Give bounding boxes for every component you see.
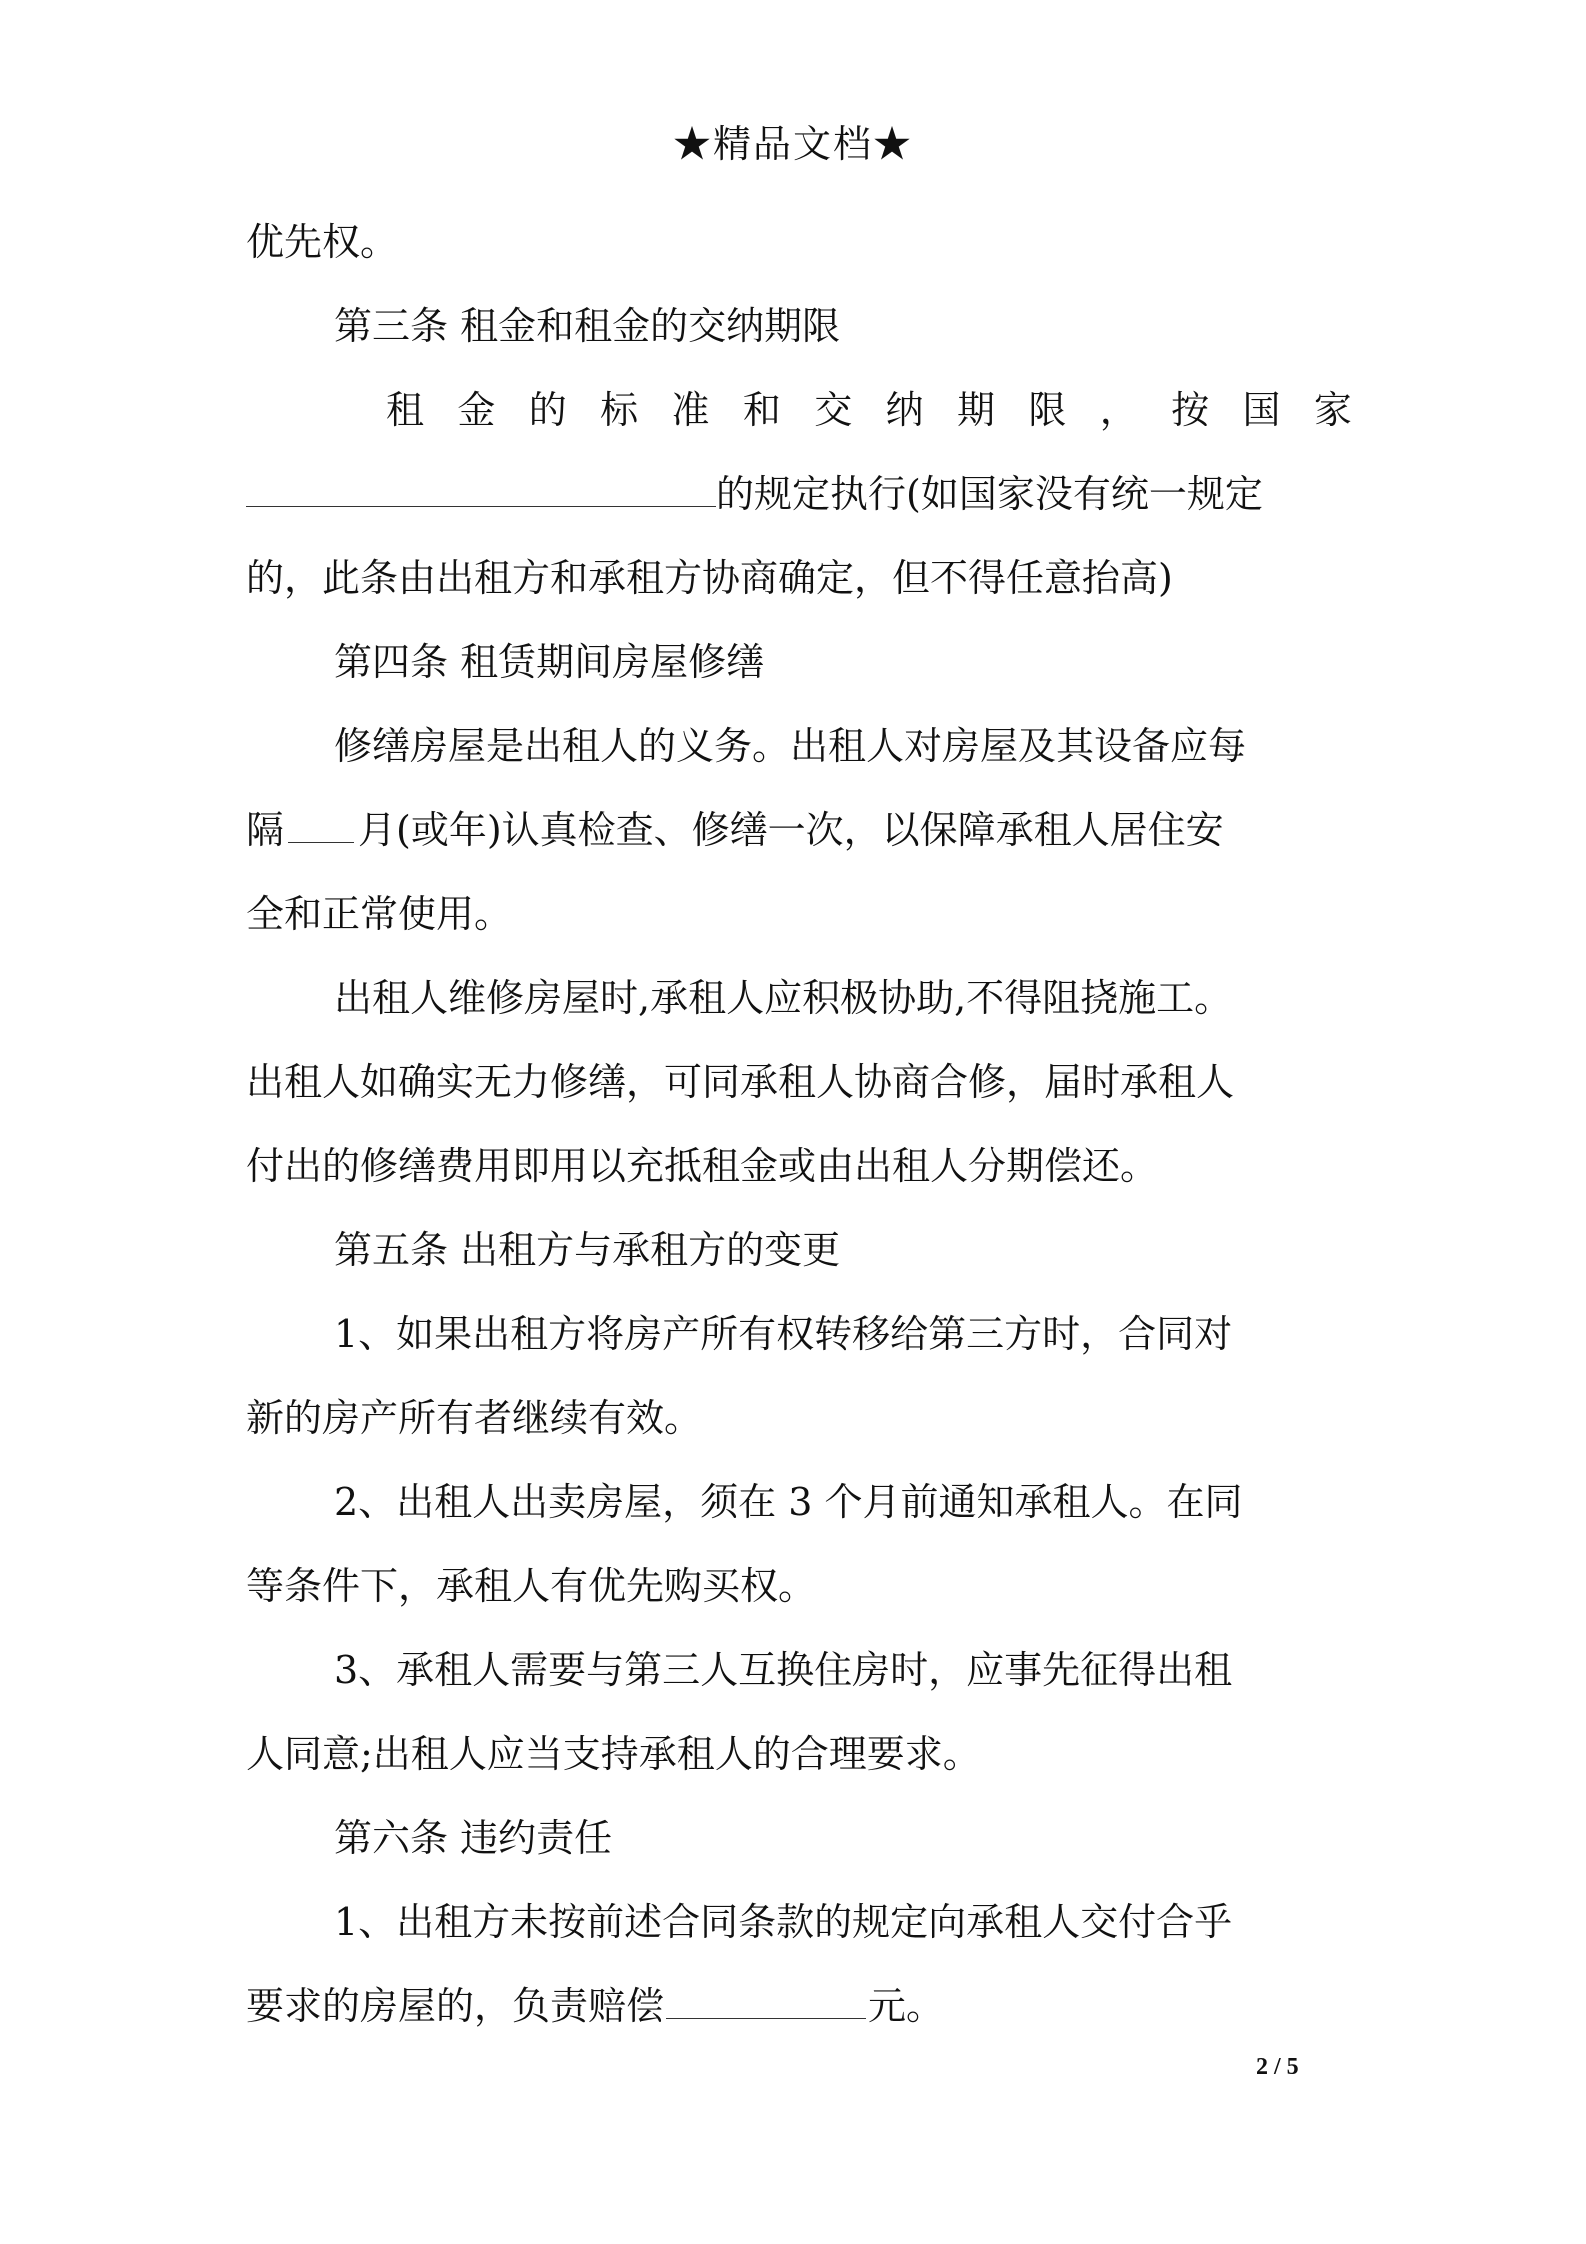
text-line: 1、如果出租方将房产所有权转移给第三方时，合同对 (334, 1312, 1233, 1356)
text-line-with-blank (246, 452, 1356, 536)
document-body (246, 200, 1356, 2048)
spread-char: 限 (1028, 388, 1067, 432)
clause-heading: 第五条 出租方与承租方的变更 (334, 1228, 841, 1272)
page-number: 2 / 5 (1256, 2054, 1299, 2080)
text-line-with-blank (246, 1964, 1356, 2048)
clause-heading: 第三条 租金和租金的交纳期限 (334, 304, 841, 348)
text-segment: 要求的房屋的，负责赔偿 (246, 1984, 665, 2028)
spread-char: 纳 (885, 388, 924, 432)
spread-char: 租 (386, 388, 425, 432)
text-line: 人同意;出租人应当支持承租人的合理要求。 (246, 1732, 981, 1776)
spread-char: ， (1099, 388, 1138, 432)
spread-text-line (246, 368, 1356, 452)
text-line: 付出的修缮费用即用以充抵租金或由出租人分期偿还。 (246, 1144, 1159, 1188)
text-line: 2、出租人出卖房屋，须在 3 个月前通知承租人。在同 (334, 1480, 1243, 1524)
clause-heading: 第四条 租赁期间房屋修缮 (334, 640, 765, 684)
document-header: ★精品文档★ (672, 122, 913, 166)
spread-char: 家 (1313, 388, 1352, 432)
spread-char: 准 (671, 388, 710, 432)
fill-in-blank[interactable] (288, 796, 354, 843)
spread-char: 按 (1171, 388, 1210, 432)
text-segment: 月(或年)认真检查、修缮一次，以保障承租人居住安 (358, 808, 1224, 852)
spread-char: 期 (957, 388, 996, 432)
text-line: 的，此条由出租方和承租方协商确定，但不得任意抬高) (246, 556, 1173, 600)
fill-in-blank[interactable] (666, 1972, 866, 2019)
spread-char: 的 (528, 388, 567, 432)
text-line: 3、承租人需要与第三人互换住房时，应事先征得出租 (334, 1648, 1233, 1692)
spread-char: 标 (600, 388, 639, 432)
text-line: 全和正常使用。 (246, 892, 513, 936)
text-segment: 元。 (868, 1984, 945, 2028)
text-line: 新的房产所有者继续有效。 (246, 1396, 703, 1440)
clause-heading: 第六条 违约责任 (334, 1816, 613, 1860)
spread-char: 金 (457, 388, 496, 432)
text-segment: 的规定执行(如国家没有统一规定 (716, 472, 1263, 516)
spread-char: 交 (814, 388, 853, 432)
text-line: 1、出租方未按前述合同条款的规定向承租人交付合乎 (334, 1900, 1233, 1944)
text-line: 优先权。 (246, 220, 399, 264)
spread-char: 国 (1242, 388, 1281, 432)
text-line: 等条件下，承租人有优先购买权。 (246, 1564, 817, 1608)
text-line: 出租人维修房屋时,承租人应积极协助,不得阻挠施工。 (334, 976, 1233, 1020)
text-line-with-blank (246, 788, 1356, 872)
text-line: 修缮房屋是出租人的义务。出租人对房屋及其设备应每 (334, 724, 1247, 768)
spread-char: 和 (742, 388, 781, 432)
text-line: 出租人如确实无力修缮，可同承租人协商合修，届时承租人 (246, 1060, 1235, 1104)
text-segment: 隔 (246, 808, 285, 852)
fill-in-blank[interactable] (246, 460, 716, 507)
